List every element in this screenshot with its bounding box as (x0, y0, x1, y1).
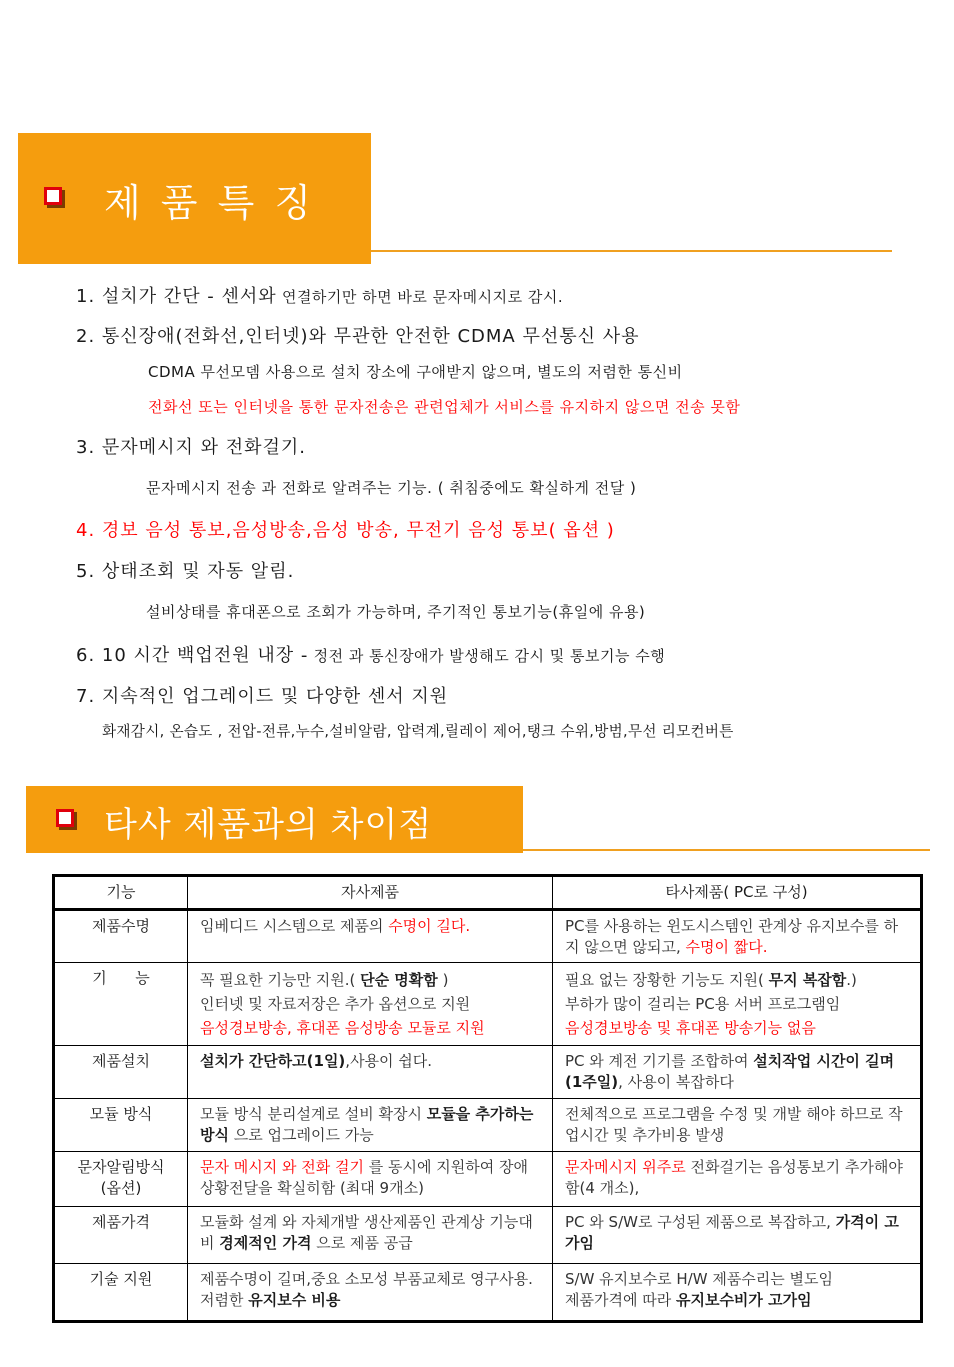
comparison-table (52, 874, 923, 1323)
other-cell (553, 1099, 922, 1152)
feature-sub-status: 설비상태를 휴대폰으로 조회가 가능하며, 주기적인 통보기능(휴일에 유용) (146, 603, 646, 621)
cell-bold: 설치가 간단하고(1일) (200, 1052, 346, 1070)
feature-num: 5. (76, 561, 96, 582)
cell-bold: 경제적인 가격 (219, 1234, 312, 1252)
table-header-row (54, 876, 922, 910)
checkbox-icon (44, 187, 62, 205)
section-title-features: 제 품 특 징 (104, 181, 316, 225)
cell-highlight: 수명이 짧다. (685, 938, 768, 956)
other-cell (553, 1152, 922, 1207)
table-row (54, 1207, 922, 1264)
section-divider (371, 250, 892, 252)
checkbox-icon (56, 809, 74, 827)
cell-text: 인터넷 및 자료저장은 추가 옵션으로 지원 (200, 995, 471, 1013)
table-row (54, 1264, 922, 1322)
feature-text: 지속적인 업그레이드 및 다양한 센서 지원 (101, 686, 449, 707)
feature-item-7 (76, 682, 448, 708)
column-header-other: 타사제품( PC로 구성) (553, 876, 922, 910)
cell-text: PC 와 S/W로 구성된 제품으로 복잡하고, (565, 1213, 836, 1231)
feature-item-3 (76, 433, 306, 459)
feature-num: 4. (76, 520, 96, 541)
cell-text: PC를 사용하는 윈도시스템인 관계상 유지보수를 하지 않으면 않되고, (565, 917, 899, 956)
feature-item-5 (76, 557, 294, 583)
cell-text: 꼭 필요한 기능만 지원.( (200, 971, 361, 989)
feature-detail: 연결하기만 하면 바로 문자메시지로 감시. (276, 288, 564, 306)
cell-bold: 모듈을 추가하는 방식 (200, 1105, 534, 1144)
cell-text: PC 와 계전 기기를 조합하여 (565, 1052, 754, 1070)
cell-highlight: 문자메시지 위주로 (565, 1158, 686, 1176)
feature-text: 문자메시지 와 전화걸기. (101, 437, 306, 458)
own-cell (188, 1099, 553, 1152)
feature-text: 상태조회 및 자동 알림. (101, 561, 295, 582)
cell-highlight: 문자 메시지 와 전화 걸기 (200, 1158, 364, 1176)
cell-highlight: 수명이 길다. (388, 917, 471, 935)
cell-text: 필요 없는 장황한 기능도 지원( (565, 971, 769, 989)
table-row (54, 1152, 922, 1207)
cell-text: 모듈 방식 분리설계로 설비 확장시 (200, 1105, 427, 1123)
cell-bold: 무지 복잡함 (768, 971, 847, 989)
own-cell (188, 963, 553, 1046)
table-row (54, 1046, 922, 1099)
feature-detail: 정전 과 통신장애가 발생해도 감시 및 통보기능 수행 (308, 647, 666, 665)
cell-text: 부하가 많이 걸리는 PC용 서버 프로그램임 (565, 995, 841, 1013)
own-cell (188, 1046, 553, 1099)
feature-text: 통신장애(전화선,인터넷)와 무관한 안전한 CDMA 무선통신 사용 (101, 326, 640, 347)
other-cell (553, 910, 922, 963)
feature-text: 설치가 간단 - 센서와 (101, 286, 277, 307)
cell-bold: 단순 명확함 (360, 971, 438, 989)
section-divider (523, 849, 930, 851)
cell-bold: 유지보수 비용 (248, 1291, 341, 1309)
cell-text: 전화걸기는 음성통보기 추가해야함(4 개소), (565, 1158, 903, 1197)
cell-bold: 설치작업 시간이 길며 (1주일) (565, 1052, 895, 1091)
feature-num: 2. (76, 326, 96, 347)
cell-highlight: 음성경보방송, 휴대폰 음성방송 모듈로 지원 (200, 1019, 485, 1037)
table-row (54, 910, 922, 963)
own-cell (188, 910, 553, 963)
other-cell (553, 1207, 922, 1264)
feature-sub-sms: 문자메시지 전송 과 전화로 알려주는 기능. ( 취침중에도 확실하게 전달 ) (146, 479, 637, 497)
feature-num: 3. (76, 437, 96, 458)
own-cell (188, 1207, 553, 1264)
table-row (54, 1099, 922, 1152)
section-title-comparison: 타사 제품과의 차이점 (104, 805, 433, 845)
cell-text: 기 능 (92, 969, 150, 987)
cell-text: 모듈화 설계 와 자체개발 생산제품인 관계상 기능대비 (200, 1213, 533, 1252)
feature-sub-sensors: 화재감시, 온습도 , 전압-전류,누수,설비알람, 압력계,릴레이 제어,탱크 수위,방범,무선 리모컨버튼 (102, 723, 734, 740)
feature-item-2 (76, 322, 640, 348)
cell-text: ,사용이 쉽다. (345, 1052, 433, 1070)
feature-sub-cdma-2: 전화선 또는 인터넷을 통한 문자전송은 관련업체가 서비스를 유지하지 않으면 전송 못함 (148, 398, 741, 416)
column-header-feature: 기능 (54, 876, 188, 910)
cell-text: 를 동시에 지원하여 장애 상황전달을 확실히함 (최대 9개소) (200, 1158, 528, 1197)
feature-item-6 (76, 641, 665, 667)
feature-num: 1. (76, 286, 96, 307)
other-cell (553, 1046, 922, 1099)
cell-text: 으로 업그레이드 가능 (228, 1126, 374, 1144)
row-label: 모듈 방식 (54, 1099, 188, 1152)
row-label (54, 1152, 188, 1207)
cell-bold: 유지보수비가 고가임 (675, 1291, 812, 1309)
row-label (54, 963, 188, 1046)
cell-text: .) (846, 971, 857, 989)
cell-bold: 가격이 고가임 (565, 1213, 899, 1252)
own-cell (188, 1264, 553, 1322)
cell-text: , 사용이 복잡하다 (618, 1073, 734, 1091)
cell-text: S/W 유지보수로 H/W 제품수리는 별도임 (565, 1270, 834, 1288)
feature-sub-cdma-1: CDMA 무선모뎀 사용으로 설치 장소에 구애받지 않으며, 별도의 저렴한 통신비 (148, 363, 683, 381)
own-cell (188, 1152, 553, 1207)
cell-text: 임베디드 시스템으로 제품의 (200, 917, 389, 935)
feature-text: 경보 음성 통보,음성방송,음성 방송, 무전기 음성 통보( 옵션 ) (101, 520, 615, 541)
column-header-own: 자사제품 (188, 876, 553, 910)
other-cell (553, 1264, 922, 1322)
feature-text: 10 시간 백업전원 내장 - (101, 645, 309, 666)
feature-num: 6. (76, 645, 96, 666)
feature-item-4 (76, 516, 615, 542)
row-label: 제품가격 (54, 1207, 188, 1264)
cell-text: 으로 제품 공급 (311, 1234, 413, 1252)
cell-text: 전체적으로 프로그램을 수정 및 개발 해야 하므로 작업시간 및 추가비용 발생 (565, 1105, 903, 1144)
cell-highlight: 음성경보방송 및 휴대폰 방송기능 없음 (565, 1019, 816, 1037)
feature-item-1 (76, 282, 563, 308)
cell-text: ) (437, 971, 449, 989)
feature-num: 7. (76, 686, 96, 707)
row-label: 기술 지원 (54, 1264, 188, 1322)
row-label: 제품수명 (54, 910, 188, 963)
other-cell (553, 963, 922, 1046)
table-row (54, 963, 922, 1046)
row-label: 제품설치 (54, 1046, 188, 1099)
cell-text: 제품가격에 따라 (565, 1291, 676, 1309)
cell-text: 제품수명이 길며,중요 소모성 부품교체로 영구사용. 저렴한 (200, 1270, 533, 1309)
cell-text: 문자알림방식 (옵션) (77, 1158, 165, 1197)
